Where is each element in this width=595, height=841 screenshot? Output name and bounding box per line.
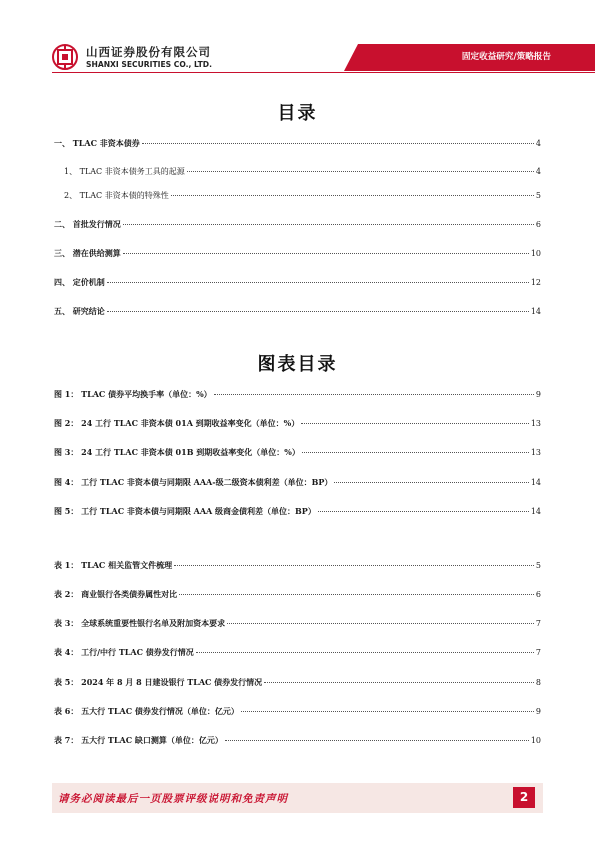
table-entry-page: 5 — [535, 561, 541, 570]
company-name-cn: 山西证券股份有限公司 — [86, 45, 211, 59]
table-entry[interactable] — [54, 589, 541, 603]
figure-entry-label: 图 5： 工行 TLAC 非资本债与同期限 AAA 级商金债利差（单位：BP） — [54, 506, 316, 516]
table-entry-page: 7 — [535, 619, 541, 628]
table-entry-page: 7 — [535, 648, 541, 657]
table-entry-label: 表 7： 五大行 TLAC 缺口测算（单位：亿元） — [54, 735, 223, 745]
table-entry[interactable] — [54, 735, 541, 749]
figure-entry-label: 图 4： 工行 TLAC 非资本债与同期限 AAA-级二级资本债利差（单位：BP） — [54, 477, 333, 487]
toc-entry[interactable] — [64, 190, 541, 204]
table-entry-page: 8 — [535, 678, 541, 687]
table-entry[interactable] — [54, 677, 541, 691]
figure-entry-label: 图 2： 24 工行 TLAC 非资本债 01A 到期收益率变化（单位：%） — [54, 418, 300, 428]
dot-leader — [214, 394, 534, 395]
report-type: 固定收益研究/策略报告 — [461, 52, 551, 62]
toc-entry-page: 14 — [530, 307, 541, 316]
figure-entry[interactable] — [54, 447, 541, 461]
toc-entry-label: 五、 研究结论 — [54, 306, 105, 316]
figure-entry-page: 13 — [530, 419, 541, 428]
toc-entry[interactable] — [54, 248, 541, 262]
figure-entry[interactable] — [54, 389, 541, 403]
page-number: 2 — [513, 787, 535, 808]
toc-entry-page: 12 — [530, 278, 541, 287]
table-entry-label: 表 2： 商业银行各类债券属性对比 — [54, 589, 178, 599]
table-entry[interactable] — [54, 706, 541, 720]
company-name-en: SHANXI SECURITIES CO., LTD. — [86, 60, 212, 69]
dot-leader — [334, 482, 528, 483]
toc-entry-label: 二、 首批发行情况 — [54, 219, 121, 229]
toc-entry-label: 一、 TLAC 非资本债券 — [54, 138, 140, 148]
dot-leader — [171, 195, 534, 196]
toc-entry-page: 6 — [535, 220, 541, 229]
table-entry-label: 表 1： TLAC 相关监管文件梳理 — [54, 560, 173, 570]
dot-leader — [187, 171, 534, 172]
header-divider — [52, 72, 595, 73]
dot-leader — [123, 253, 529, 254]
dot-leader — [142, 143, 534, 144]
figure-entry-page: 13 — [530, 448, 541, 457]
figures-title: 图表目录 — [257, 354, 338, 375]
page-header — [0, 0, 595, 78]
figure-entry-page: 14 — [530, 507, 541, 516]
table-entry-label: 表 4： 工行/中行 TLAC 债券发行情况 — [54, 647, 194, 657]
toc-entry-label: 1、 TLAC 非资本债务工具的起源 — [64, 167, 185, 176]
dot-leader — [179, 594, 534, 595]
table-entry-label: 表 6： 五大行 TLAC 债券发行情况（单位：亿元） — [54, 706, 239, 716]
table-entry-label: 表 5： 2024 年 8 月 8 日建设银行 TLAC 债券发行情况 — [54, 677, 263, 687]
toc-entry-page: 5 — [535, 191, 541, 200]
toc-entry[interactable] — [54, 306, 541, 320]
table-entry[interactable] — [54, 647, 541, 661]
figure-entry-label: 图 1： TLAC 债券平均换手率（单位：%） — [54, 389, 212, 399]
dot-leader — [241, 711, 534, 712]
dot-leader — [302, 452, 529, 453]
table-entry-page: 9 — [535, 707, 541, 716]
figure-entry-label: 图 3： 24 工行 TLAC 非资本债 01B 到期收益率变化（单位：%） — [54, 447, 300, 457]
dot-leader — [318, 511, 529, 512]
toc-entry-label: 2、 TLAC 非资本债的特殊性 — [64, 191, 169, 200]
footer-disclaimer: 请务必阅读最后一页股票评级说明和免责声明 — [58, 793, 288, 805]
toc-entry-page: 4 — [535, 139, 541, 148]
figure-entry[interactable] — [54, 477, 541, 491]
company-logo-icon — [52, 44, 78, 70]
toc-title: 目录 — [277, 103, 318, 124]
toc-entry-label: 三、 潜在供给测算 — [54, 248, 121, 258]
dot-leader — [107, 282, 529, 283]
dot-leader — [227, 623, 534, 624]
dot-leader — [264, 682, 534, 683]
dot-leader — [107, 311, 529, 312]
figure-entry[interactable] — [54, 418, 541, 432]
figure-entry-page: 14 — [530, 478, 541, 487]
dot-leader — [301, 423, 529, 424]
dot-leader — [225, 740, 529, 741]
toc-entry-page: 4 — [535, 167, 541, 176]
toc-entry[interactable] — [54, 138, 541, 152]
table-entry[interactable] — [54, 560, 541, 574]
dot-leader — [123, 224, 534, 225]
table-entry-page: 10 — [530, 736, 541, 745]
toc-entry[interactable] — [54, 277, 541, 291]
toc-entry[interactable] — [54, 219, 541, 233]
toc-entry[interactable] — [64, 166, 541, 180]
table-entry[interactable] — [54, 618, 541, 632]
toc-entry-page: 10 — [530, 249, 541, 258]
figure-entry[interactable] — [54, 506, 541, 520]
table-entry-label: 表 3： 全球系统重要性银行名单及附加资本要求 — [54, 618, 226, 628]
dot-leader — [196, 652, 534, 653]
toc-entry-label: 四、 定价机制 — [54, 277, 105, 287]
table-entry-page: 6 — [535, 590, 541, 599]
dot-leader — [174, 565, 534, 566]
figure-entry-page: 9 — [535, 390, 541, 399]
